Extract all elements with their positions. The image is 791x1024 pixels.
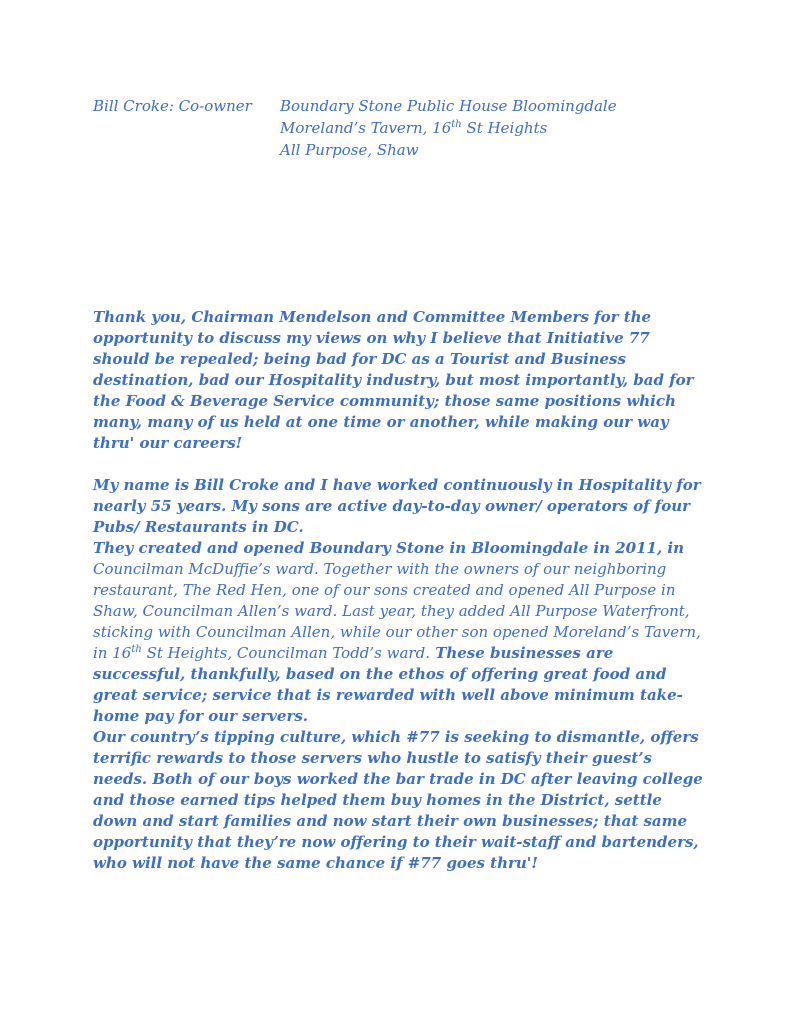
ordinal-suffix: th	[131, 644, 142, 655]
venue-morelands-text-end: St Heights	[461, 119, 548, 137]
venue-morelands-text: Moreland’s Tavern, 16	[280, 119, 452, 137]
venue-morelands-tavern	[280, 117, 547, 139]
businesses-success: These businesses are successful, thankfully, based on the ethos of offering great food and great service; service that is rewarded with well above minimum take-home pay for our servers.	[93, 644, 683, 725]
author-name: Bill Croke: Co-owner	[93, 97, 252, 115]
businesses-wards-text-end: St Heights, Councilman Todd’s ward.	[141, 644, 430, 662]
ordinal-suffix: th	[451, 119, 462, 130]
letter-body	[93, 307, 709, 874]
paragraph-gap	[93, 454, 709, 475]
paragraph-tipping-culture: Our country’s tipping culture, which #77 is seeking to dismantle, offers terrific rewards to those servers who hustle to satisfy their guest’s needs. Both of our boys worked the bar trade in DC after leaving college and those earned tips helped them buy homes in the District, settle down and start families and now start their own businesses; that same opportunity that they’re now offering to their wait-staff and bartenders, who will not have the same chance if #77 goes thru'!	[93, 728, 703, 872]
paragraph-businesses	[93, 538, 709, 727]
businesses-opening: They created and opened Boundary Stone in Bloomingdale in 2011, in	[93, 539, 685, 557]
venue-all-purpose: All Purpose, Shaw	[280, 141, 419, 159]
venue-boundary-stone: Boundary Stone Public House Bloomingdale	[280, 97, 617, 115]
paragraph-thanks: Thank you, Chairman Mendelson and Committee Members for the opportunity to discuss my views on why I believe that Initiative 77 should be repealed; being bad for DC as a Tourist and Business destination, bad our Hospitality industry, but most importantly, bad for the Food & Beverage Service community; those same positions which many, many of us held at one time or another, while making our way thru' our careers!	[93, 308, 694, 452]
paragraph-introduction: My name is Bill Croke and I have worked continuously in Hospitality for nearly 55 years. My sons are active day-to-day owner/ operators of four Pubs/ Restaurants in DC.	[93, 476, 701, 536]
businesses-wards-text: Councilman McDuffie’s ward. Together with the owners of our neighboring restaurant, The Red Hen, one of our sons created and opened All Purpose in Shaw, Councilman Allen’s ward. Last year, they added All Purpose Waterfront, sticking with Councilman Allen, while our other son opened Moreland’s Tavern, in 16	[93, 560, 701, 662]
